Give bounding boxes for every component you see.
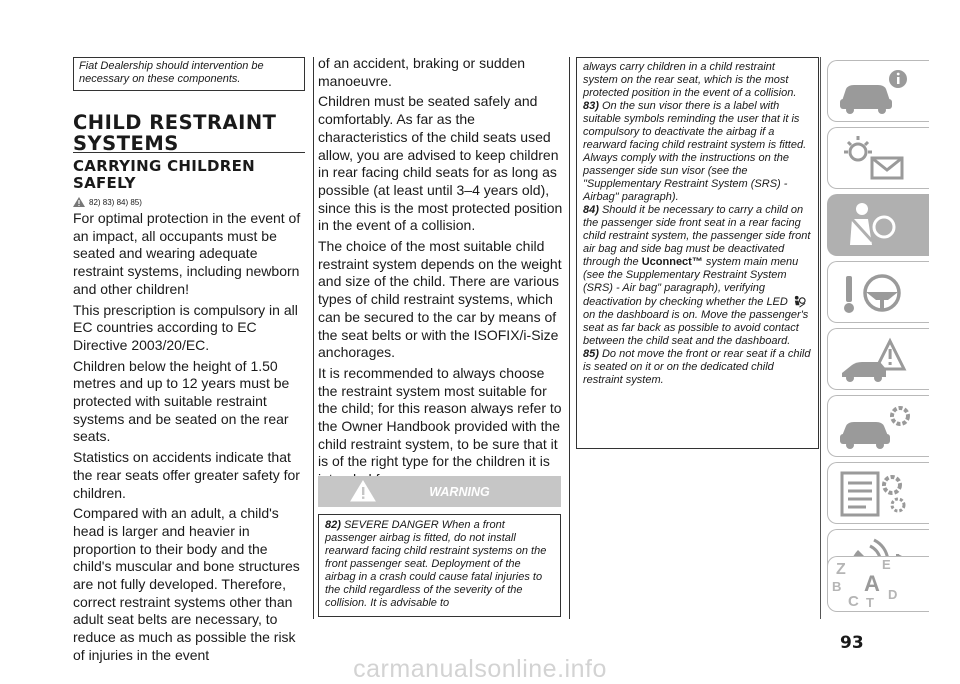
paragraph: of an accident, braking or sudden manoeuvre. [318, 55, 526, 89]
section-title [73, 112, 305, 154]
paragraph: Children must be seated safely and comfortably. As far as the characteristics of the child seats used allow, you are advised to keep children in rear facing child seats for as long as possible (at least until 3–4 years old), since this is the most protected position in the event of a collision. [318, 93, 563, 234]
tab-car-info[interactable] [827, 60, 929, 122]
watermark: carmanualsonline.info [353, 655, 607, 683]
paragraph: Children below the height of 1.50 metres and up to 12 years must be protected with suitable restraint systems and be seated on the rear seats. [73, 357, 290, 445]
item-number: 82) [325, 519, 341, 531]
warning-continuation-box [576, 57, 819, 449]
ref-numbers: 82) 83) 84) 85) [89, 197, 142, 207]
item-number: 83) [583, 100, 599, 112]
item-text: system main menu (see the Supplementary Restraint System (SRS) - Air bag" paragraph), verifying deactivation by checking whether the LED [583, 256, 799, 308]
section-rule [73, 152, 305, 153]
col1-body [73, 210, 309, 668]
item-text: Should it be necessary to carry a child on the passenger side front seat in a rear facing child restraint system, the passenger side front air bag and side bag must be deactivated through the [583, 204, 811, 268]
tab-index[interactable] [827, 556, 929, 612]
index-letter: Z [836, 561, 846, 578]
warning-triangle-icon [73, 197, 85, 207]
subsection-title [73, 158, 305, 192]
subsection-title-line-1: CARRYING CHILDREN [73, 157, 256, 175]
index-letter: E [882, 557, 891, 572]
warning-text: SEVERE DANGER When a front passenger airbag is fitted, do not install rearward facing child restraint systems on the front passenger seat. Deployment of the airbag in a crash could cause fatal injuries to the child regardless of the severity of the collision. It is advisable to [325, 519, 547, 609]
paragraph: It is recommended to always choose the restraint system most suitable for the child; for this reason always refer to the Owner Handbook provided with the child restraint system, to be sure that it is of the right type for the children it is [318, 364, 562, 470]
tab-maintenance[interactable] [827, 395, 929, 457]
subsection-title-line-2: SAFELY [73, 174, 136, 192]
index-letter: D [888, 587, 898, 602]
paragraph: For optimal protection in the event of an impact, all occupants must be seated and wearing adequate restraint systems, including newborn and other children! [73, 210, 301, 297]
uconnect-label: Uconnect™ [641, 256, 703, 268]
note-box [73, 57, 305, 91]
warning-box [318, 514, 561, 617]
tab-safety[interactable] [827, 194, 929, 256]
column-divider [569, 57, 570, 619]
warning-refs [73, 197, 142, 207]
item-text: on the dashboard is on. Move the passenger's seat as far back as possible to avoid contact between the child seat and the dashboard. [583, 309, 809, 347]
service-maintenance-icon [828, 396, 930, 458]
sidebar-divider [820, 57, 821, 619]
index-letter: T [866, 595, 874, 610]
car-info-icon [828, 61, 930, 123]
warning-title: WARNING [429, 485, 490, 499]
page-number: 93 [840, 633, 864, 653]
item-number: 84) [583, 204, 599, 216]
paragraph: The choice of the most suitable child restraint system depends on the weight and size of the child. There are various types of child restraint systems, which can be secured to the car by means of the seat belts or with the ISOFIX/i-Size anchorages. [318, 238, 562, 361]
section-title-line-2: SYSTEMS [73, 132, 179, 155]
item-number: 85) [583, 348, 599, 360]
warning-header [318, 476, 561, 507]
column-divider [313, 57, 314, 619]
paragraph: This prescription is compulsory in all EC countries according to EC Directive 2003/20/EC. [73, 301, 298, 353]
technical-data-icon [828, 463, 930, 525]
key-steering-wheel-icon [828, 262, 930, 324]
tab-warning-lights[interactable] [827, 127, 929, 189]
index-letter: A [864, 571, 880, 596]
road-hazard-icon [828, 329, 930, 391]
col2-body [318, 55, 564, 492]
tab-starting-driving[interactable] [827, 261, 929, 323]
section-title-line-1: CHILD RESTRAINT [73, 111, 277, 134]
paragraph: Statistics on accidents indicate that the rear seats offer greater safety for children. [73, 449, 300, 501]
tab-technical-data[interactable] [827, 462, 929, 524]
index-letter: C [848, 593, 859, 610]
index-letter: B [832, 579, 842, 594]
tab-emergency[interactable] [827, 328, 929, 390]
warning-lights-icon [828, 128, 930, 190]
item-text: Do not move the front or rear seat if a child is seated on it or on the dedicated child restraint system. [583, 348, 811, 386]
note-text: Fiat Dealership should intervention be necessary on these components. [79, 60, 264, 85]
paragraph: Compared with an adult, a child's head is larger and heavier in proportion to their body and the child's muscular and bone structures are not fully developed. Therefore, correct restraint systems other than adult seat belts are necessary, to reduce as much as possible the risk of injuries in the event [73, 505, 300, 663]
item-text: On the sun visor there is a label with suitable symbols reminding the user that it is compulsory to deactivate the airbag if a rearward facing child restraint system is fitted. Always comply with the instructions on the passenger side sun visor (see the "Supplementary Restraint System (SRS) - Airbag" paragraph). [583, 100, 807, 203]
airbag-off-led-icon [793, 295, 806, 308]
continuation-text: always carry children in a child restraint system on the rear seat, which is the most protected position in the event of a collision. [583, 61, 797, 99]
seatbelt-airbag-icon [828, 195, 930, 257]
